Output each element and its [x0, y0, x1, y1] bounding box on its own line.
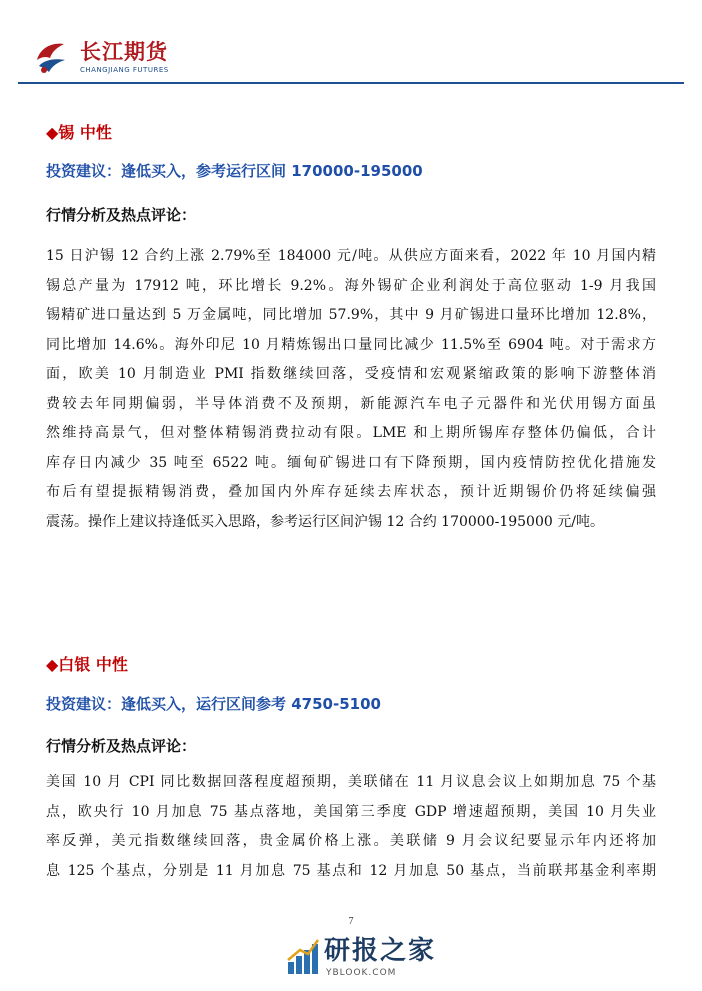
paragraph-line: 率反弹，美元指数继续回落，贵金属价格上涨。美联储 9 月会议纪要显示年内还将加	[46, 833, 656, 849]
paragraph-line: 美国 10 月 CPI 同比数据回落程度超预期，美联储在 11 月议息会议上如期加息 75 个基	[46, 774, 656, 790]
logo-text-en: CHANGJIANG FUTURES	[80, 66, 169, 74]
analysis-paragraph-silver	[46, 768, 656, 886]
paragraph-line: 锡精矿进口量达到 5 万金属吨，同比增加 57.9%，其中 9 月矿锡进口量环比增加 12.8%，	[46, 307, 656, 323]
paragraph-line: 然维持高景气，但对整体精锡消费拉动有限。LME 和上期所锡库存整体仍偏低，合计	[46, 425, 656, 441]
header-rule	[18, 82, 684, 84]
paragraph-line: 面，欧美 10 月制造业 PMI 指数继续回落，受疫情和宏观紧缩政策的影响下游整体消	[46, 366, 656, 382]
paragraph-line: 点，欧央行 10 月加息 75 基点落地，美国第三季度 GDP 增速超预期，美国 10 月失业	[46, 803, 656, 820]
analysis-subheading-tin: 行情分析及热点评论：	[46, 206, 197, 224]
header	[18, 36, 684, 84]
paragraph-line: 15 日沪锡 12 合约上涨 2.79%至 184000 元/吨。从供应方面来看，2022 年 10 月国内精	[46, 248, 656, 264]
paragraph-line: 库存日内减少 35 吨至 6522 吨。缅甸矿锡进口有下降预期，国内疫情防控优化措施发	[46, 454, 656, 471]
paragraph-line: 震荡。操作上建议持逢低买入思路，参考运行区间沪锡 12 合约 170000-195000 元/吨。	[46, 513, 604, 530]
watermark	[286, 932, 466, 982]
watermark-text-en: YBLOOK.COM	[326, 968, 397, 978]
changjiang-logo-icon	[34, 40, 68, 76]
watermark-text-cn: 研报之家	[324, 936, 437, 966]
analysis-paragraph-tin	[46, 242, 656, 537]
paragraph-line: 同比增加 14.6%。海外印尼 10 月精炼锡出口量同比减少 11.5%至 6904 吨。对于需求方	[46, 336, 656, 353]
paragraph-line: 息 125 个基点，分别是 11 月加息 75 基点和 12 月加息 50 基点，当前联邦基金利率期	[46, 862, 656, 879]
section-title-tin: ◆锡 中性	[46, 123, 112, 142]
investment-advice-silver: 投资建议：逢低买入，运行区间参考 4750-5100	[46, 695, 381, 713]
paragraph-line: 费较去年同期偏弱，半导体消费不及预期，新能源汽车电子元器件和光伏用锡方面虽	[46, 395, 656, 412]
section-title-silver: ◆白银 中性	[46, 655, 128, 674]
investment-advice-tin: 投资建议：逢低买入，参考运行区间 170000-195000	[46, 162, 423, 180]
paragraph-line: 锡总产量为 17912 吨，环比增长 9.2%。海外锡矿企业利润处于高位驱动 1-9 月我国	[46, 277, 656, 294]
paragraph-line: 布后有望提振精锡消费，叠加国内外库存延续去库状态，预计近期锡价仍将延续偏强	[46, 484, 656, 500]
bar-chart-icon	[286, 938, 320, 976]
logo-text-cn: 长江期货	[80, 40, 168, 64]
page-number: 7	[348, 916, 354, 927]
analysis-subheading-silver: 行情分析及热点评论：	[46, 737, 197, 755]
